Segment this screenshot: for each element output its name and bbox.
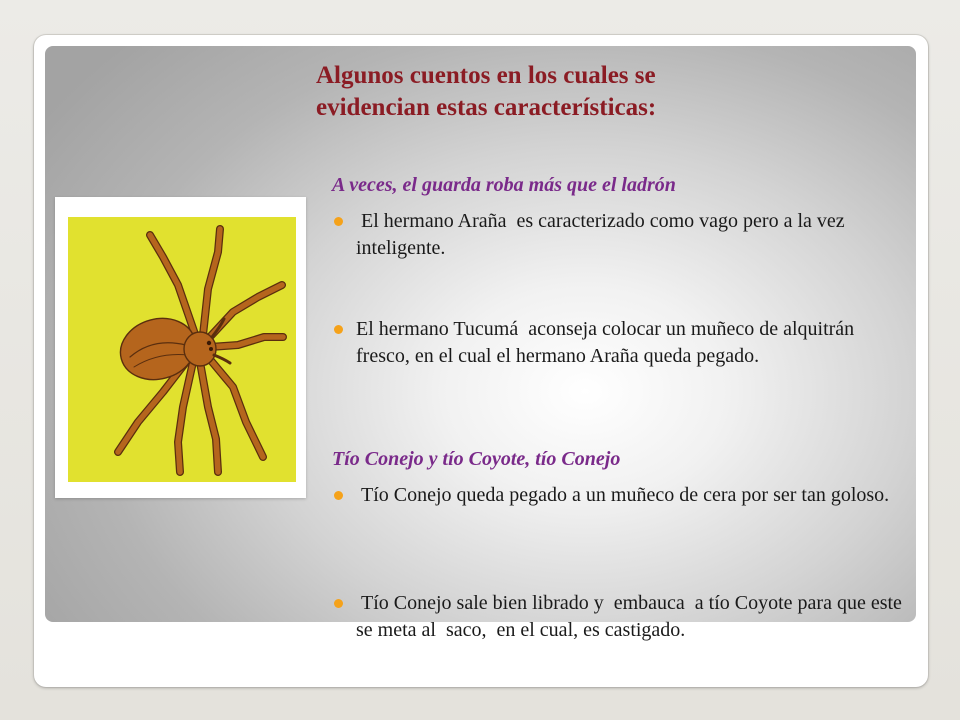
bullet-text: Tío Conejo sale bien librado y embauca a tío Coyote para que este se meta al saco, en el cual, es castigado. [356,592,912,641]
bullet-item [332,590,912,644]
spider-image-frame [55,197,306,498]
bullet-item [332,482,907,509]
bullet-text: Tío Conejo queda pegado a un muñeco de cera por ser tan goloso. [356,484,890,506]
bullet-dot-icon [334,325,343,334]
bullet-text: El hermano Araña es caracterizado como vago pero a la vez inteligente. [356,210,850,259]
section-heading-1: A veces, el guarda roba más que el ladrón [332,174,676,196]
bullet-dot-icon [334,217,343,226]
bullet-dot-icon [334,491,343,500]
bullet-item [332,208,907,262]
bullet-text: El hermano Tucumá aconseja colocar un muñeco de alquitrán fresco, en el cual el hermano Araña queda pegado. [356,318,860,367]
slide-title [316,60,876,124]
spider-icon [68,217,296,482]
slide-title-line-2: evidencian estas características: [316,94,657,121]
section-heading-2: Tío Conejo y tío Coyote, tío Conejo [332,448,621,470]
bullet-item [332,316,907,370]
bullet-dot-icon [334,599,343,608]
slide-title-line-1: Algunos cuentos en los cuales se [316,62,656,89]
